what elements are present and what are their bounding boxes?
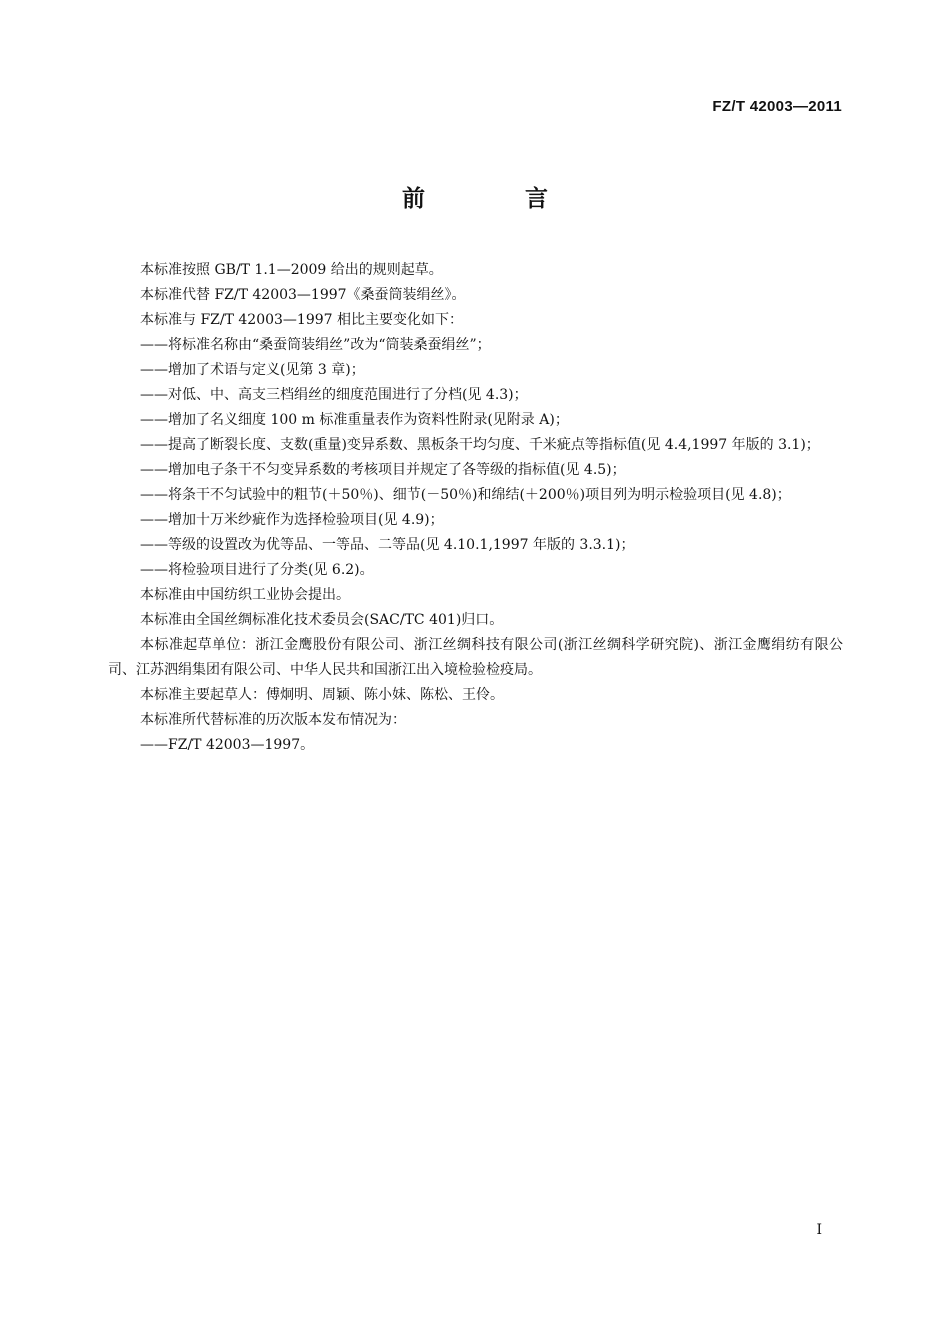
change-list-item: ——等级的设置改为优等品、一等品、二等品(见 4.10.1,1997 年版的 3.3.1)； <box>140 537 635 553</box>
paragraph: 本标准与 FZ/T 42003—1997 相比主要变化如下： <box>140 312 464 328</box>
foreword-content <box>108 258 843 758</box>
paragraph: 本标准所代替标准的历次版本发布情况为： <box>140 712 406 728</box>
change-list-item: ——增加了术语与定义(见第 3 章)； <box>140 362 365 378</box>
change-list-item: ——将条干不匀试验中的粗节(＋50％)、细节(－50％)和绵结(＋200％)项目列为明示检验项目(见 4.8)； <box>140 487 791 503</box>
change-list-item: ——增加了名义细度 100 m 标准重量表作为资料性附录(见附录 A)； <box>140 412 569 428</box>
paragraph: 本标准起草单位：浙江金鹰股份有限公司、浙江丝绸科技有限公司(浙江丝绸科学研究院)、浙江金鹰绢纺有限公司、江苏泗绢集团有限公司、中华人民共和国浙江出入境检验检疫局。 <box>108 637 843 678</box>
paragraph: 本标准由中国纺织工业协会提出。 <box>140 587 350 603</box>
paragraph: 本标准主要起草人：傅炯明、周颖、陈小妹、陈松、王伶。 <box>140 687 504 703</box>
previous-version-item: ——FZ/T 42003—1997。 <box>140 737 315 753</box>
change-list-item: ——增加电子条干不匀变异系数的考核项目并规定了各等级的指标值(见 4.5)； <box>140 462 626 478</box>
change-list-item: ——将标准名称由“桑蚕筒装绢丝”改为“筒装桑蚕绢丝”； <box>140 337 491 353</box>
paragraph: 本标准由全国丝绸标准化技术委员会(SAC/TC 401)归口。 <box>140 612 504 628</box>
change-list-item: ——提高了断裂长度、支数(重量)变异系数、黑板条干均匀度、千米疵点等指标值(见 4.4,1997 年版的 3.1)； <box>140 437 820 453</box>
page-title: 前 言 <box>401 186 594 212</box>
paragraph: 本标准代替 FZ/T 42003—1997《桑蚕筒装绢丝》。 <box>140 287 466 303</box>
change-list-item: ——增加十万米纱疵作为选择检验项目(见 4.9)； <box>140 512 444 528</box>
change-list-item: ——对低、中、高支三档绢丝的细度范围进行了分档(见 4.3)； <box>140 387 528 403</box>
document-code: FZ/T 42003—2011 <box>712 98 842 115</box>
page-number: I <box>816 1222 822 1238</box>
change-list-item: ——将检验项目进行了分类(见 6.2)。 <box>140 562 374 578</box>
paragraph: 本标准按照 GB/T 1.1—2009 给出的规则起草。 <box>140 262 443 278</box>
